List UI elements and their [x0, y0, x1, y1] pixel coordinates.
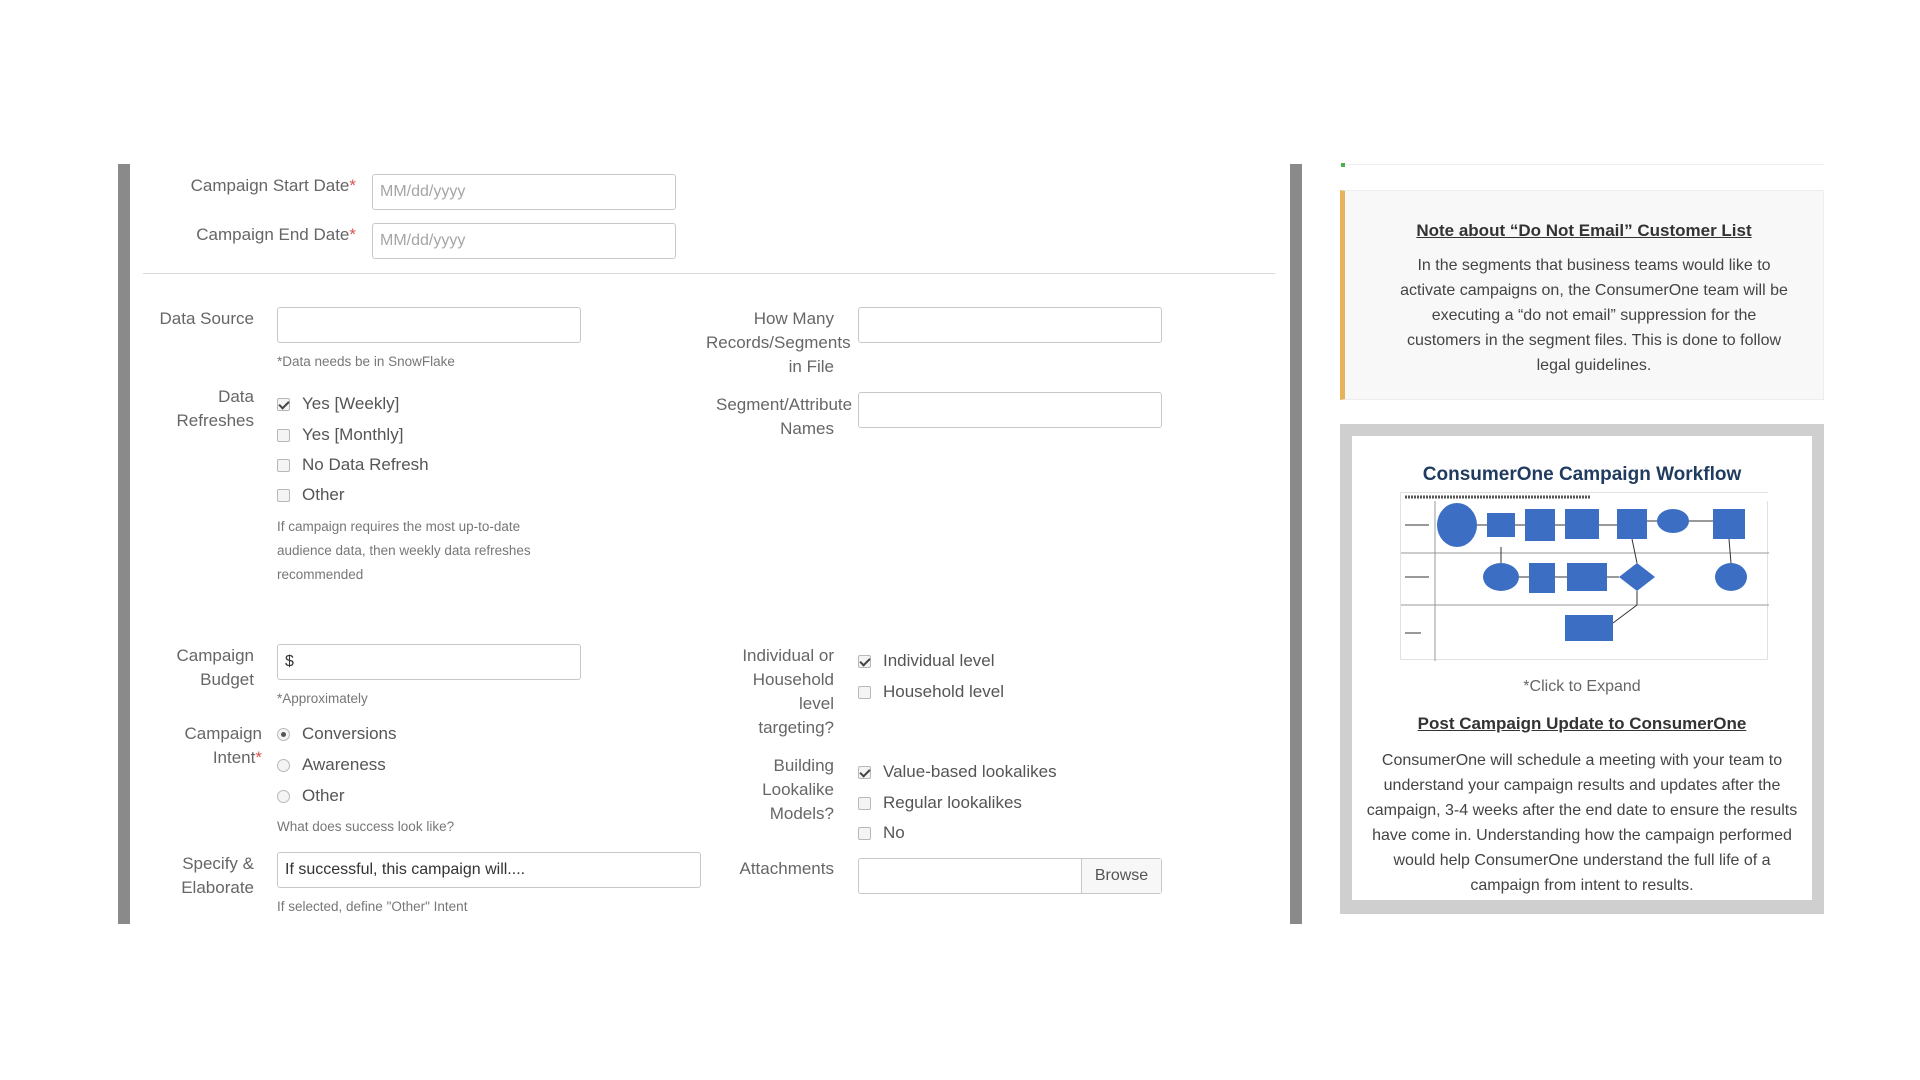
form-right-border [1290, 164, 1302, 924]
budget-input[interactable] [277, 644, 581, 680]
data-source-help: *Data needs be in SnowFlake [277, 354, 455, 369]
refreshes-label: Data Refreshes [176, 387, 254, 430]
budget-label: Campaign Budget [176, 646, 254, 689]
targeting-label: Individual or Household level targeting? [742, 646, 834, 737]
top-rule [1340, 164, 1824, 167]
refresh-none-option[interactable]: No Data Refresh [277, 453, 429, 477]
individual-level-checkbox[interactable] [858, 655, 871, 668]
node-step-2 [1525, 509, 1555, 541]
node-step-7 [1483, 563, 1519, 591]
status-dot [1341, 163, 1345, 167]
workflow-title: ConsumerOne Campaign Workflow [1422, 464, 1742, 485]
intent-conversions-option[interactable]: Conversions [277, 722, 397, 746]
value-lookalike-option[interactable]: Value-based lookalikes [858, 760, 1057, 784]
note-title: Note about “Do Not Email” Customer List [1416, 221, 1752, 240]
browse-button[interactable]: Browse [1081, 859, 1161, 893]
start-date-input[interactable] [372, 174, 676, 210]
refresh-monthly-option[interactable]: Yes [Monthly] [277, 423, 403, 447]
records-input[interactable] [858, 307, 1162, 343]
connector-14 [1729, 539, 1731, 563]
segment-input[interactable] [858, 392, 1162, 428]
refresh-none-checkbox[interactable] [277, 459, 290, 472]
value-lookalike-checkbox[interactable] [858, 766, 871, 779]
attachments-path[interactable] [859, 859, 1081, 893]
household-level-option[interactable]: Household level [858, 680, 1004, 704]
data-source-input[interactable] [277, 307, 581, 343]
intent-other-option[interactable]: Other [277, 784, 345, 808]
records-label: How Many Records/Segments in File [706, 309, 851, 376]
intent-help: What does success look like? [277, 819, 455, 834]
no-lookalike-checkbox[interactable] [858, 827, 871, 840]
intent-label: Campaign Intent* [184, 724, 262, 767]
regular-lookalike-option[interactable]: Regular lookalikes [858, 791, 1022, 815]
refresh-monthly-checkbox[interactable] [277, 429, 290, 442]
intent-awareness-option[interactable]: Awareness [277, 753, 386, 777]
form-left-border [118, 164, 130, 924]
expand-hint[interactable]: *Click to Expand [1523, 678, 1641, 695]
intent-awareness-radio[interactable] [277, 759, 290, 772]
refresh-weekly-option[interactable]: Yes [Weekly] [277, 392, 399, 416]
start-date-label: Campaign Start Date* [190, 176, 356, 195]
node-step-10 [1565, 615, 1613, 641]
workflow-diagram[interactable] [1400, 492, 1768, 660]
refresh-other-checkbox[interactable] [277, 489, 290, 502]
node-step-6 [1713, 509, 1745, 539]
node-step-4 [1617, 509, 1647, 539]
post-campaign-title: Post Campaign Update to ConsumerOne [1417, 714, 1747, 733]
workflow-panel [1340, 424, 1824, 914]
connector-12 [1613, 605, 1637, 623]
intent-other-radio[interactable] [277, 790, 290, 803]
attachments-label: Attachments [739, 859, 834, 878]
end-date-label: Campaign End Date* [196, 225, 356, 244]
specify-help: If selected, define "Other" Intent [277, 899, 468, 914]
end-date-input[interactable] [372, 223, 676, 259]
node-start [1437, 503, 1477, 547]
workflow-diagram-graphic [1401, 493, 1769, 661]
connector-13 [1632, 539, 1637, 563]
node-step-5 [1657, 509, 1689, 533]
intent-conversions-radio[interactable] [277, 728, 290, 741]
refresh-other-option[interactable]: Other [277, 483, 345, 507]
data-source-label: Data Source [159, 309, 254, 328]
individual-level-option[interactable]: Individual level [858, 649, 995, 673]
segment-label: Segment/Attribute Names [716, 395, 853, 438]
no-lookalike-option[interactable]: No [858, 821, 905, 845]
node-step-1 [1487, 513, 1515, 537]
regular-lookalike-checkbox[interactable] [858, 797, 871, 810]
node-decision [1619, 563, 1655, 591]
node-step-3 [1565, 509, 1599, 539]
node-step-8 [1529, 563, 1555, 593]
note-body: In the segments that business teams would like to activate campaigns on, the ConsumerOne team will be executing a “do not email” suppression for the customers in the segment files. This is done to follow legal guidelines. [1400, 257, 1788, 374]
household-level-checkbox[interactable] [858, 686, 871, 699]
specify-label: Specify & Elaborate [181, 854, 254, 897]
node-step-9 [1567, 563, 1607, 591]
budget-help: *Approximately [277, 691, 368, 706]
workflow-card [1352, 436, 1812, 900]
refresh-weekly-checkbox[interactable] [277, 398, 290, 411]
attachments-field[interactable] [858, 858, 1162, 894]
section-divider [143, 273, 1275, 274]
do-not-email-note [1340, 190, 1824, 400]
refreshes-help: If campaign requires the most up-to-date audience data, then weekly data refreshes recommended [277, 519, 531, 582]
node-end [1715, 563, 1747, 591]
lookalike-label: Building Lookalike Models? [762, 756, 834, 823]
post-campaign-body: ConsumerOne will schedule a meeting with your team to understand your campaign results and updates after the campaign, 3-4 weeks after the end date to ensure the results have come in. Understanding how the campaign performed would help ConsumerOne understand the full life of a campaign from intent to results. [1366, 752, 1798, 894]
specify-input[interactable] [277, 852, 701, 888]
